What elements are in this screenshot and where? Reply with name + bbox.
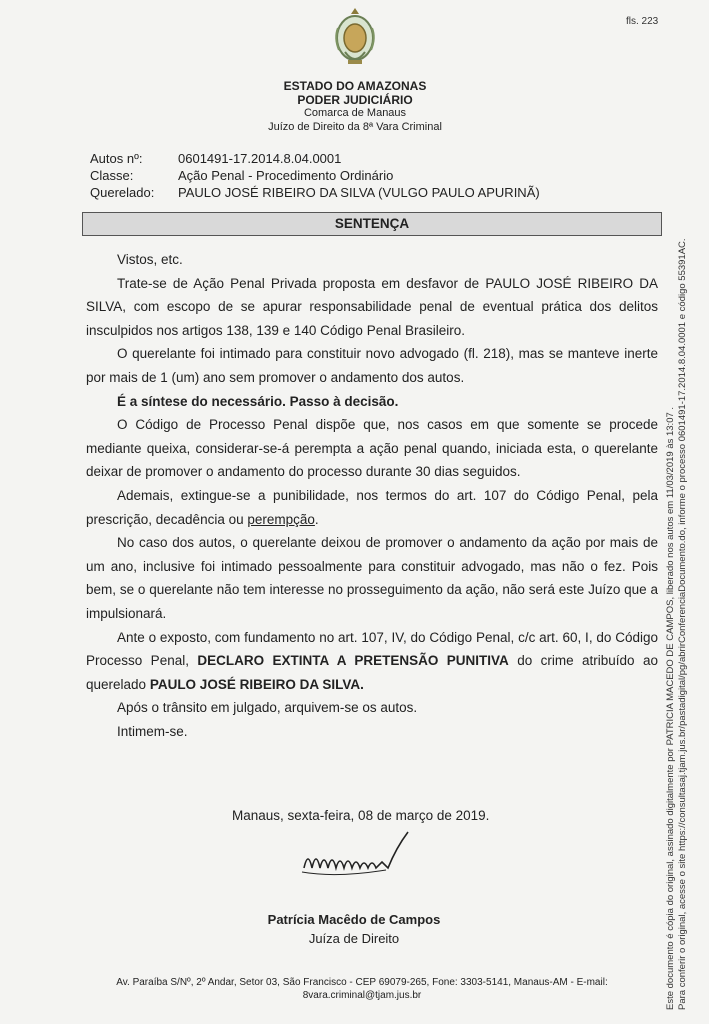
- paragraph: É a síntese do necessário. Passo à decisão.: [117, 393, 399, 409]
- judiciary-power: PODER JUDICIÁRIO: [297, 92, 413, 107]
- court-name: Juízo de Direito da 8ª Vara Criminal: [268, 120, 442, 133]
- meta-value: 0601491-17.2014.8.04.0001: [178, 151, 342, 166]
- meta-value: PAULO JOSÉ RIBEIRO DA SILVA (VULGO PAULO APURINÃ): [178, 185, 540, 200]
- state-name: ESTADO DO AMAZONAS: [283, 79, 427, 93]
- meta-value: Ação Penal - Procedimento Ordinário: [178, 168, 394, 183]
- court-header: [200, 80, 510, 134]
- paragraph: O Código de Processo Penal dispõe que, nos casos em que somente se procede mediante queixa, considerar-se-á perempta a ação penal quando, iniciada esta, o querelante deixar de promover o andamento do processo durante 30 dias seguidos.: [86, 417, 658, 480]
- underlined-term: perempção: [247, 511, 315, 527]
- paragraph: Após o trânsito em julgado, arquivem-se os autos.: [117, 700, 418, 716]
- judge-role: Juíza de Direito: [308, 931, 400, 946]
- text-run: .: [314, 511, 319, 527]
- paragraph: No caso dos autos, o querelante deixou de promover o andamento da ação por mais de um ano, inclusive foi intimado pessoalmente para constituir advogado, mas não o fez. Pois bem, se o querelante não tem interesse no prosseguimento da ação, não será este Juízo que a impulsionará.: [86, 535, 658, 621]
- text-run: Ademais, extingue-se a punibilidade, nos termos do art. 107 do Código Penal, pela prescrição, decadência ou: [86, 487, 658, 527]
- coat-of-arms-icon: [330, 6, 380, 70]
- text-run: do crime atribuído ao querelado: [86, 653, 658, 692]
- page-number: fls. 223: [626, 16, 659, 27]
- paragraph: Intimem-se.: [117, 723, 188, 739]
- date-line: Manaus, sexta-feira, 08 de março de 2019.: [232, 808, 490, 823]
- paragraph: O querelante foi intimado para constituir novo advogado (fl. 218), mas se manteve inerte por mais de 1 (um) ano sem promover o andamento dos autos.: [86, 346, 658, 385]
- sentence-body: [86, 248, 658, 743]
- case-metadata: [90, 150, 540, 201]
- paragraph: [86, 626, 658, 697]
- ruling-text: DECLARO EXTINTA A PRETENSÃO PUNITIVA: [197, 653, 509, 669]
- footer-address: Av. Paraíba S/Nº, 2º Andar, Setor 03, São Francisco - CEP 69079-265, Fone: 3303-5141, Manaus-AM - E-mail:: [116, 977, 608, 988]
- court-address-footer: [82, 976, 642, 1002]
- case-meta-row: [90, 167, 540, 184]
- meta-key: Autos nº:: [90, 151, 143, 166]
- paragraph: Trate-se de Ação Penal Privada proposta em desfavor de PAULO JOSÉ RIBEIRO DA SILVA, com escopo de se apurar responsabilidade penal de eventual prática dos delitos insculpidos nos artigos 138, 139 e 140 Código Penal Brasileiro.: [86, 275, 658, 338]
- digital-signature-note: [665, 10, 689, 1010]
- text-run: Ante o exposto, com fundamento no art. 107, IV, do Código Penal, c/c art. 60, I, do Código Processo Penal,: [86, 629, 658, 669]
- side-note-line: Este documento é cópia do original, assinado digitalmente por PATRICIA MACEDO DE CAMPOS, liberado nos autos em 11/03/2019 às 13:07 .: [665, 406, 676, 1010]
- district-name: Comarca de Manaus: [303, 107, 407, 119]
- defendant-name: PAULO JOSÉ RIBEIRO DA SILVA.: [149, 676, 364, 692]
- judge-name: Patrícia Macêdo de Campos: [267, 912, 441, 927]
- meta-key: Classe:: [90, 168, 134, 183]
- paragraph: [86, 484, 658, 531]
- footer-email: 8vara.criminal@tjam.jus.br: [302, 990, 422, 1001]
- judge-signature-block: [254, 910, 454, 948]
- case-meta-row: [90, 150, 540, 167]
- meta-key: Querelado:: [90, 185, 155, 200]
- document-title: SENTENÇA: [82, 212, 662, 236]
- side-note-line: Para conferir o original, acesse o site https://consultasaj.tjam.jus.br/pastadigital/pg/abrirConferenciaDocumento.do, informe o processo 0601491-17.2014.8.04.0001 e código 55391AC.: [677, 238, 688, 1010]
- case-meta-row: [90, 184, 540, 201]
- paragraph: Vistos, etc.: [117, 252, 183, 267]
- handwritten-signature: [296, 828, 416, 898]
